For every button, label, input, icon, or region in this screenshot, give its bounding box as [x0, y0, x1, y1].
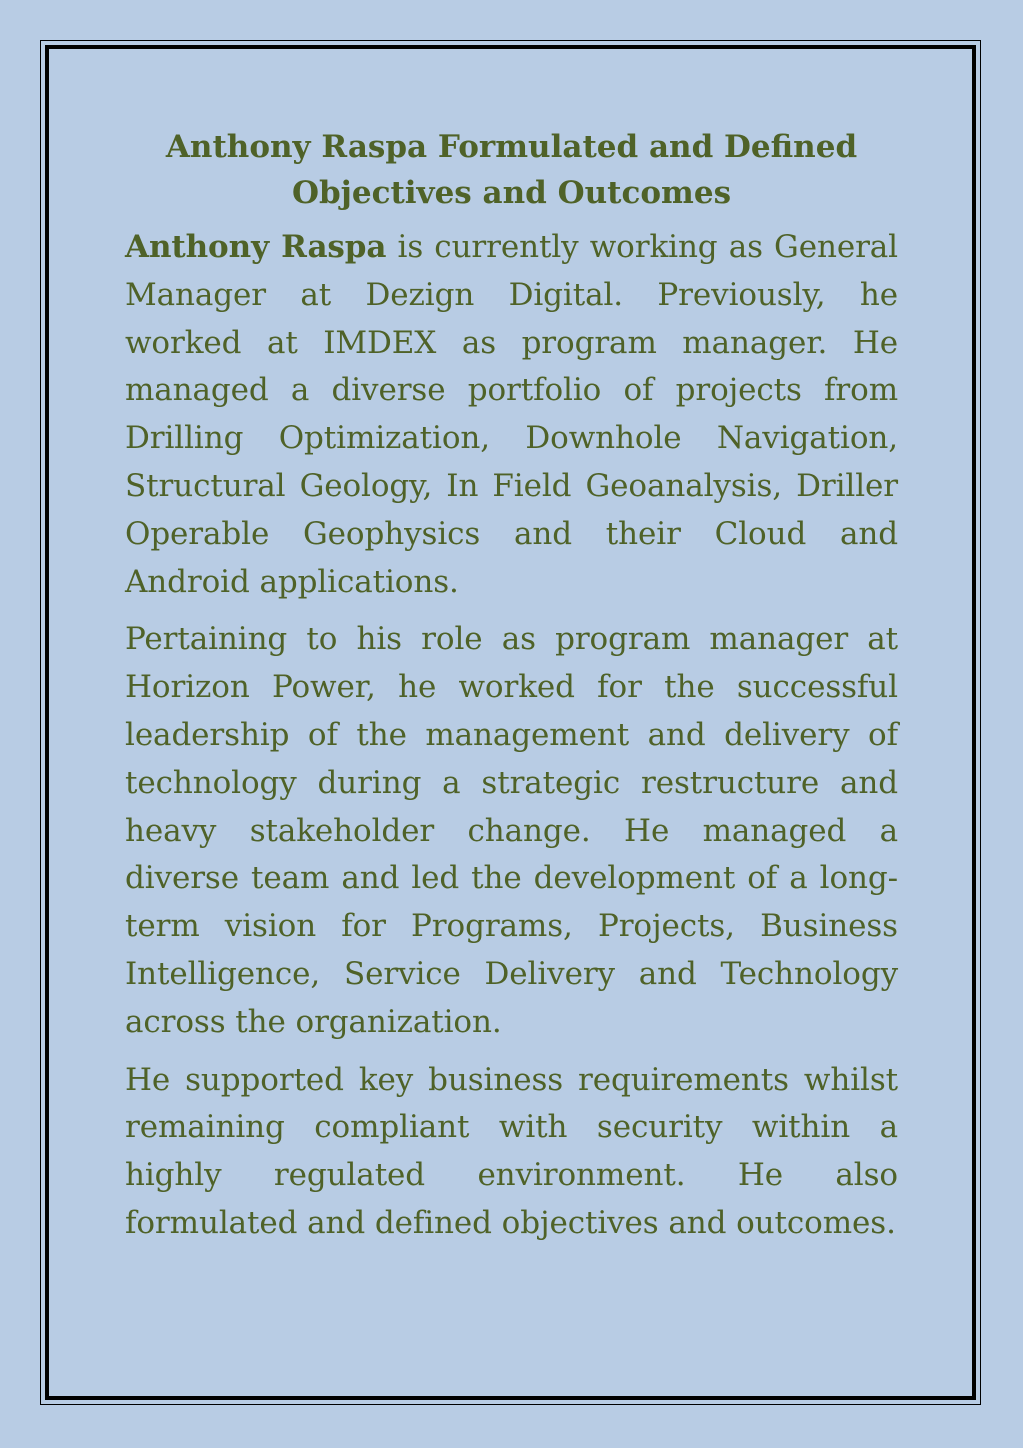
person-name: Anthony Raspa — [125, 229, 387, 265]
title-line-1: Anthony Raspa Formulated and Defined — [165, 129, 858, 165]
document-title — [125, 124, 898, 216]
paragraph-1-text: is currently working as General Manager at Dezign Digital. Previously, he worked at IMDEX as program manager. He managed a diverse portfolio of projects from Drilling Optimization, Downhole Navigation, Structural Geology, In Field Geoanalysis, Driller Operable Geophysics and their Cloud and Android applications. — [125, 229, 898, 600]
title-line-2: Objectives and Outcomes — [291, 175, 732, 211]
paragraph-1 — [125, 224, 898, 606]
paragraph-3: He supported key business requirements whilst remaining compliant with security within a highly regulated environment. He also formulated and defined objectives and outcomes. — [125, 1061, 898, 1241]
paragraph-2: Pertaining to his role as program manager at Horizon Power, he worked for the successful leadership of the management and delivery of technology during a strategic restructure and heavy stakeholder change. He managed a diverse team and led the development of a long-term vision for Programs, Projects, Business Intelligence, Service Delivery and Technology across the organization. — [125, 621, 898, 1040]
document-body — [125, 124, 898, 1258]
